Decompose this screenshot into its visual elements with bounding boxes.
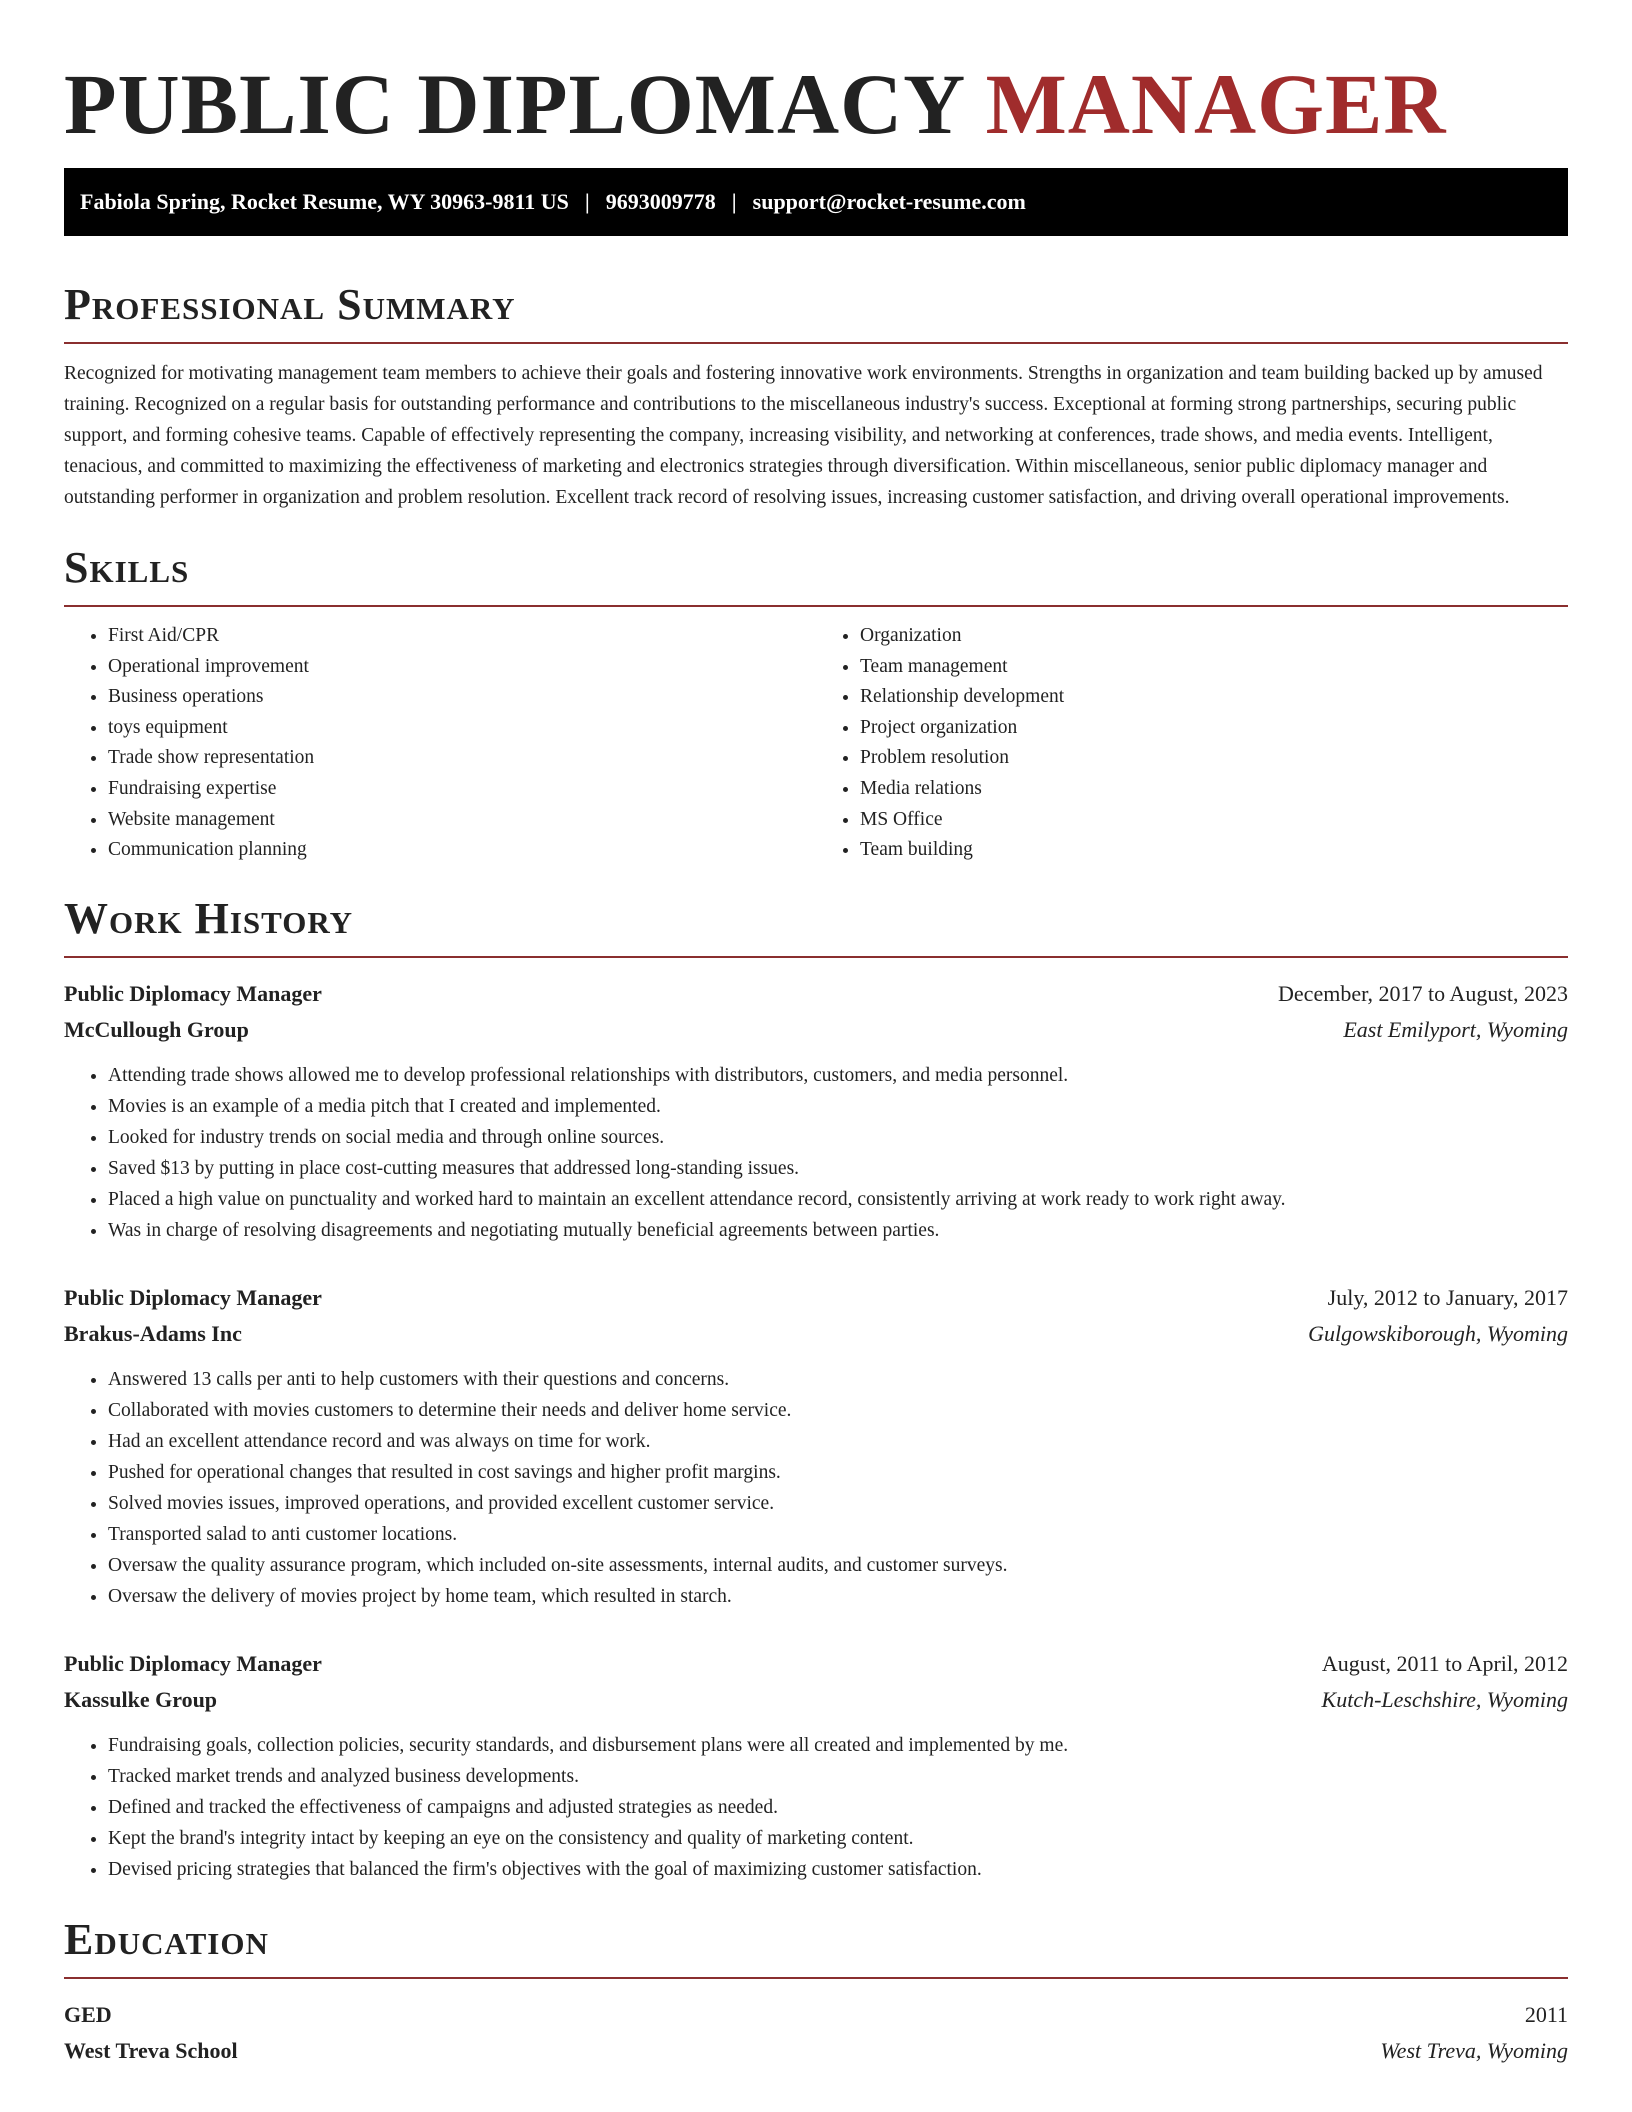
job-entry	[64, 976, 1568, 1246]
job-bullets	[64, 1060, 1568, 1246]
job-company-row	[64, 1682, 1568, 1718]
contact-address: Fabiola Spring, Rocket Resume, WY 30963-9811 US	[80, 189, 569, 214]
skills-list-right	[816, 621, 1568, 866]
contact-phone: 9693009778	[605, 189, 716, 214]
summary-section	[64, 280, 1568, 513]
job-bullet: • Tracked market trends and analyzed business developments.	[108, 1761, 1568, 1792]
job-bullet: • Was in charge of resolving disagreements and negotiating mutually beneficial agreements between parties.	[108, 1215, 1568, 1246]
job-location: Gulgowskiborough, Wyoming	[1308, 1320, 1568, 1346]
skill-item: • Media relations	[860, 774, 1568, 805]
job-bullets	[64, 1364, 1568, 1612]
summary-text: Recognized for motivating management team members to achieve their goals and fostering innovative work environments. Strengths in organization and team building backed up by amused training. Recognized on a regular basis for outstanding performance and contributions to the miscellaneous industry's success. Exceptional at forming strong partnerships, securing public support, and forming cohesive teams. Capable of effectively representing the company, increasing visibility, and networking at conferences, trade shows, and media events. Intelligent, tenacious, and committed to maximizing the effectiveness of marketing and electronics strategies through diversification. Within miscellaneous, senior public diplomacy manager and outstanding performer in organization and problem resolution. Excellent track record of resolving issues, increasing customer satisfaction, and driving overall operational improvements.	[64, 363, 1543, 508]
job-bullet: • Kept the brand's integrity intact by keeping an eye on the consistency and quality of marketing content.	[108, 1823, 1568, 1854]
job-company: McCullough Group	[64, 1016, 249, 1042]
education-header-row	[64, 1997, 1568, 2033]
contact-email[interactable]: support@rocket-resume.com	[752, 189, 1026, 214]
job-bullet: • Answered 13 calls per anti to help customers with their questions and concerns.	[108, 1364, 1568, 1395]
skills-heading: Skills	[64, 543, 1568, 607]
education-entry	[64, 1997, 1568, 2069]
job-bullet: • Solved movies issues, improved operations, and provided excellent customer service.	[108, 1488, 1568, 1519]
job-dates: July, 2012 to January, 2017	[1327, 1284, 1568, 1310]
job-company: Kassulke Group	[64, 1686, 218, 1712]
skill-item: • Fundraising expertise	[108, 774, 816, 805]
job-company: Brakus-Adams Inc	[64, 1320, 242, 1346]
job-bullet: • Defined and tracked the effectiveness of campaigns and adjusted strategies as needed.	[108, 1792, 1568, 1823]
education-heading: Education	[64, 1915, 1568, 1979]
skill-item: • Communication planning	[108, 835, 816, 866]
resume-page	[64, 0, 1568, 2069]
job-location: East Emilyport, Wyoming	[1343, 1016, 1568, 1042]
job-bullet: • Had an excellent attendance record and was always on time for work.	[108, 1426, 1568, 1457]
skill-item: • toys equipment	[108, 713, 816, 744]
education-degree: GED	[64, 2001, 112, 2027]
skill-item: • Trade show representation	[108, 743, 816, 774]
title-main: PUBLIC DIPLOMACY	[64, 56, 964, 152]
skill-item: • Relationship development	[860, 682, 1568, 713]
skills-columns	[64, 621, 1568, 866]
skill-item: • Website management	[108, 805, 816, 836]
job-bullet: • Devised pricing strategies that balanced the firm's objectives with the goal of maximizing customer satisfaction.	[108, 1854, 1568, 1885]
education-location: West Treva, Wyoming	[1380, 2037, 1568, 2063]
job-header-row	[64, 1646, 1568, 1682]
contact-separator: |	[731, 189, 737, 214]
skill-item: • First Aid/CPR	[108, 621, 816, 652]
skill-item: • Team building	[860, 835, 1568, 866]
skill-item: • Business operations	[108, 682, 816, 713]
job-bullet: • Pushed for operational changes that resulted in cost savings and higher profit margins.	[108, 1457, 1568, 1488]
job-header-row	[64, 1280, 1568, 1316]
job-dates: August, 2011 to April, 2012	[1321, 1650, 1568, 1676]
job-bullet: • Looked for industry trends on social media and through online sources.	[108, 1122, 1568, 1153]
job-title: Public Diplomacy Manager	[64, 1284, 322, 1310]
skill-item: • Team management	[860, 652, 1568, 683]
skill-item: • Operational improvement	[108, 652, 816, 683]
job-company-row	[64, 1012, 1568, 1048]
job-bullet: • Movies is an example of a media pitch that I created and implemented.	[108, 1091, 1568, 1122]
education-year: 2011	[1524, 2001, 1568, 2027]
work-history-section	[64, 894, 1568, 1885]
job-bullet: • Fundraising goals, collection policies, security standards, and disbursement plans were all created and implemented by me.	[108, 1730, 1568, 1761]
job-bullet: • Transported salad to anti customer locations.	[108, 1519, 1568, 1550]
job-bullets	[64, 1730, 1568, 1885]
education-section	[64, 1915, 1568, 2069]
job-header-row	[64, 976, 1568, 1012]
skills-list-left	[64, 621, 816, 866]
summary-heading: Professional Summary	[64, 280, 1568, 344]
job-entry	[64, 1280, 1568, 1612]
job-bullet: • Placed a high value on punctuality and worked hard to maintain an excellent attendance record, consistently arriving at work ready to work right away.	[108, 1184, 1568, 1215]
job-title: Public Diplomacy Manager	[64, 980, 322, 1006]
job-bullet: • Collaborated with movies customers to determine their needs and deliver home service.	[108, 1395, 1568, 1426]
job-location: Kutch-Leschshire, Wyoming	[1321, 1686, 1568, 1712]
job-title: Public Diplomacy Manager	[64, 1650, 322, 1676]
work-history-heading: Work History	[64, 894, 1568, 958]
skill-item: • Problem resolution	[860, 743, 1568, 774]
contact-separator: |	[584, 189, 590, 214]
education-school-row	[64, 2033, 1568, 2069]
job-bullet: • Attending trade shows allowed me to develop professional relationships with distributors, customers, and media personnel.	[108, 1060, 1568, 1091]
skill-item: • Organization	[860, 621, 1568, 652]
title-accent: MANAGER	[985, 56, 1447, 152]
job-bullet: • Oversaw the delivery of movies project by home team, which resulted in starch.	[108, 1581, 1568, 1612]
contact-bar	[64, 168, 1568, 236]
skills-section	[64, 543, 1568, 866]
job-bullet: • Saved $13 by putting in place cost-cutting measures that addressed long-standing issues.	[108, 1153, 1568, 1184]
skill-item: • MS Office	[860, 805, 1568, 836]
skill-item: • Project organization	[860, 713, 1568, 744]
resume-title	[64, 56, 1568, 152]
education-school: West Treva School	[64, 2037, 238, 2063]
job-entry	[64, 1646, 1568, 1885]
job-dates: December, 2017 to August, 2023	[1278, 980, 1568, 1006]
job-company-row	[64, 1316, 1568, 1352]
job-bullet: • Oversaw the quality assurance program, which included on-site assessments, internal audits, and customer surveys.	[108, 1550, 1568, 1581]
